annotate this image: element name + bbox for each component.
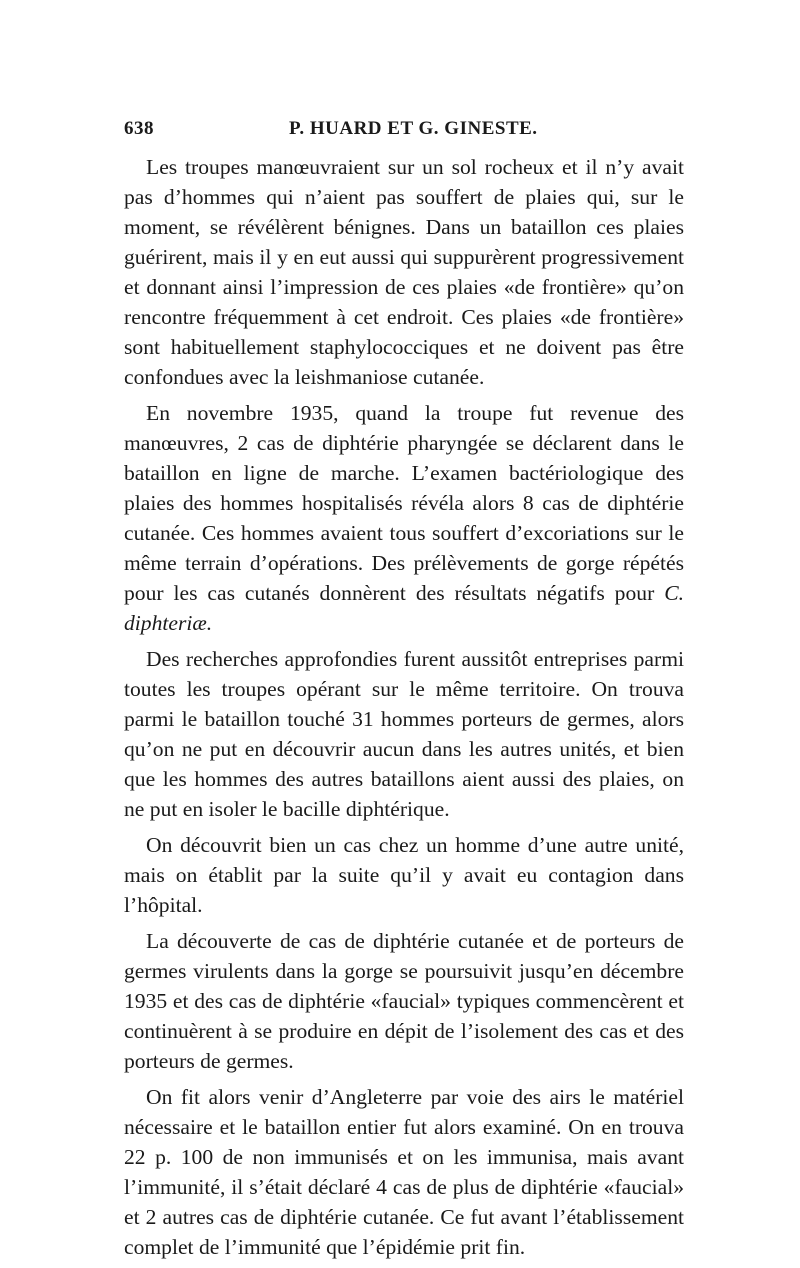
body-text: [124, 152, 684, 1262]
running-title: P. HUARD ET G. GINESTE.: [289, 118, 538, 139]
paragraph-troupes: Les troupes manœuvraient sur un sol rocheux et il n’y avait pas d’hommes qui n’aient pas souffert de plaies qui, sur le moment, se révélèrent bénignes. Dans un bataillon ces plaies guérirent, mais il y en eut aussi qui suppurèrent progressivement et donnant ainsi l’impression de ces plaies «de frontière» qu’on rencontre fréquemment à cet endroit. Ces plaies «de frontière» sont habituellement staphylococciques et ne doivent pas être confondues avec la leishmaniose cutanée.: [124, 155, 684, 389]
running-head: [124, 112, 684, 148]
paragraph-novembre-text: En novembre 1935, quand la troupe fut revenue des manœuvres, 2 cas de diphtérie pharyngée se déclarent dans le bataillon en ligne de marche. L’examen bactériologique des plaies des hommes hospitalisés révéla alors 8 cas de diphtérie cutanée. Ces hommes avaient tous souffert d’excoriations sur le même terrain d’opérations. Des prélèvements de gorge répétés pour les cas cutanés donnèrent des résultats négatifs pour: [124, 401, 684, 605]
book-page: [124, 112, 684, 1268]
paragraph-novembre: [124, 398, 684, 638]
paragraph-decouverte: La découverte de cas de diphtérie cutanée et de porteurs de germes virulents dans la gorge se poursuivit jusqu’en décembre 1935 et des cas de diphtérie «faucial» typiques commencèrent et continuèrent à se produire en dépit de l’isolement des cas et des porteurs de germes.: [124, 929, 684, 1073]
species-name: C. diphteriæ.: [124, 581, 684, 635]
paragraph-angleterre: On fit alors venir d’Angleterre par voie des airs le matériel nécessaire et le bataillon entier fut alors examiné. On en trouva 22 p. 100 de non immunisés et on les immunisa, mais avant l’immunité, il s’était déclaré 4 cas de plus de diphtérie «faucial» et 2 autres cas de diphtérie cutanée. Ce fut avant l’établissement complet de l’immunité que l’épidémie prit fin.: [124, 1085, 684, 1259]
page-number: 638: [124, 118, 154, 139]
paragraph-decouvrit: On découvrit bien un cas chez un homme d’une autre unité, mais on établit par la suite qu’il y avait eu contagion dans l’hôpital.: [124, 833, 684, 917]
paragraph-recherches: Des recherches approfondies furent aussitôt entreprises parmi toutes les troupes opérant sur le même territoire. On trouva parmi le bataillon touché 31 hommes porteurs de germes, alors qu’on ne put en découvrir aucun dans les autres unités, et bien que les hommes des autres bataillons aient aussi des plaies, on ne put en isoler le bacille diphtérique.: [124, 647, 684, 821]
